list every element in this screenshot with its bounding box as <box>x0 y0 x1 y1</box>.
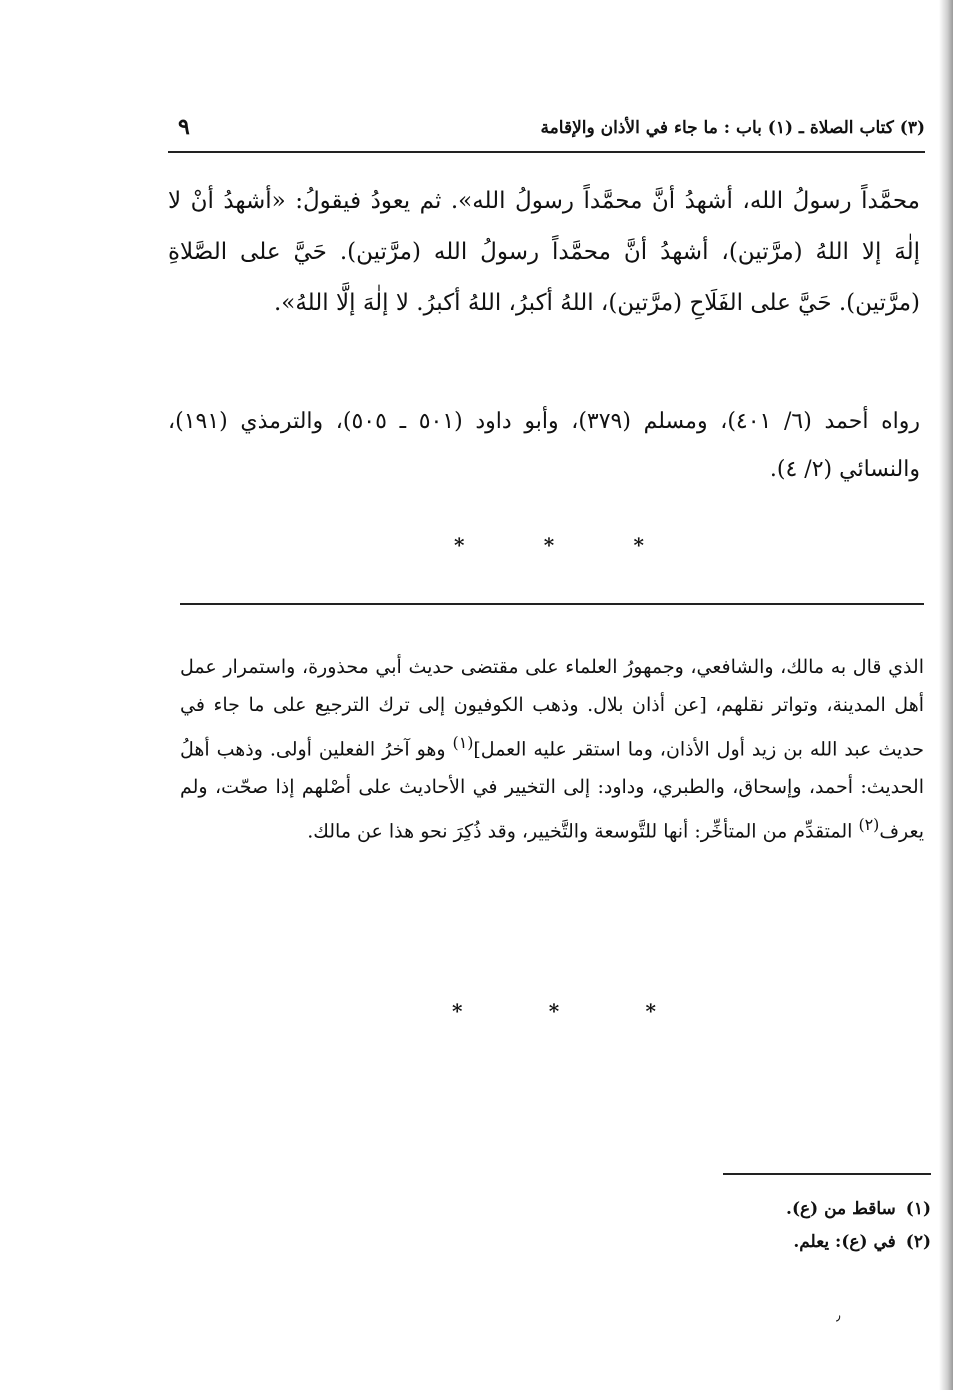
hadith-text: محمَّداً رسولُ الله، أشهدُ أنَّ محمَّداً رسولُ الله». ثم يعودُ فيقولُ: «أشهدُ أنْ لا إلٰهَ إلا اللهُ (مرَّتين)، أشهدُ أنَّ محمَّداً رسولُ الله (مرَّتين). حَيَّ على الصَّلاةِ (مرَّتين). حَيَّ على الفَلَاحِ (مرَّتين)، اللهُ أكبرُ، اللهُ أكبرُ. لا إلٰهَ إلَّا اللهُ». <box>168 188 920 316</box>
commentary-part-1: الذي قال به مالك، والشافعي، وجمهورُ العلماء على مقتضى حديث أبي محذورة، واستمرار عمل أهل المدينة، وتواتر نقلهم، [عن أذان بلال. وذهب الكوفيون إلى ترك الترجيع على ما جاء في حديث عبد الله بن زيد أول الأذان، وما استقر عليه العمل] <box>180 656 924 761</box>
footnote-item <box>631 1193 931 1226</box>
stray-mark: ٫ <box>836 1308 841 1324</box>
footnote-text: في (ع): يعلم. <box>793 1232 896 1252</box>
asterisk-icon: * <box>633 533 644 557</box>
header-title: (٣) كتاب الصلاة ـ (١) باب : ما جاء في الأذان والإقامة <box>540 118 925 138</box>
asterisk-icon: * <box>645 999 656 1023</box>
asterisk-icon: * <box>452 999 463 1023</box>
asterisk-icon: * <box>543 533 555 557</box>
page-edge <box>939 0 953 1390</box>
footnote-number: (٢) <box>905 1232 931 1252</box>
commentary-separator <box>452 999 656 1023</box>
commentary-part-3: المتقدِّم من المتأخِّر: أنها للتَّوسعة والتَّخيير، وقد ذُكِرَ نحو هذا عن مالك. <box>307 820 859 843</box>
running-header <box>168 114 925 150</box>
footnote-number: (١) <box>905 1199 931 1219</box>
commentary-part-2: وهو آخرُ الفعلين أولى. وذهب أهلُ الحديث: أحمد، وإسحاق، والطبري، وداود: إلى التخيير في الأحاديث على أصْلهم إذا صحّت، ولم يعرف <box>180 738 924 843</box>
footnote-item <box>631 1226 931 1259</box>
section-separator <box>454 533 644 557</box>
header-rule <box>168 151 925 153</box>
footnote-ref-1[interactable]: (١) <box>452 733 474 752</box>
asterisk-icon: * <box>454 533 465 557</box>
asterisk-icon: * <box>548 999 560 1023</box>
footnotes <box>631 1193 931 1259</box>
page-number: ٩ <box>178 114 190 140</box>
commentary-divider <box>180 603 924 605</box>
commentary-text <box>180 648 924 851</box>
footnote-ref-2[interactable]: (٢) <box>858 815 880 835</box>
takhrij-text: رواه أحمد (٦/ ٤٠١)، ومسلم (٣٧٩)، وأبو داود (٥٠١ ـ ٥٠٥)، والترمذي (١٩١)، والنسائي (٢/ ٤). <box>168 409 920 482</box>
footnote-rule <box>723 1173 931 1175</box>
footnote-text: ساقط من (ع). <box>786 1199 896 1219</box>
